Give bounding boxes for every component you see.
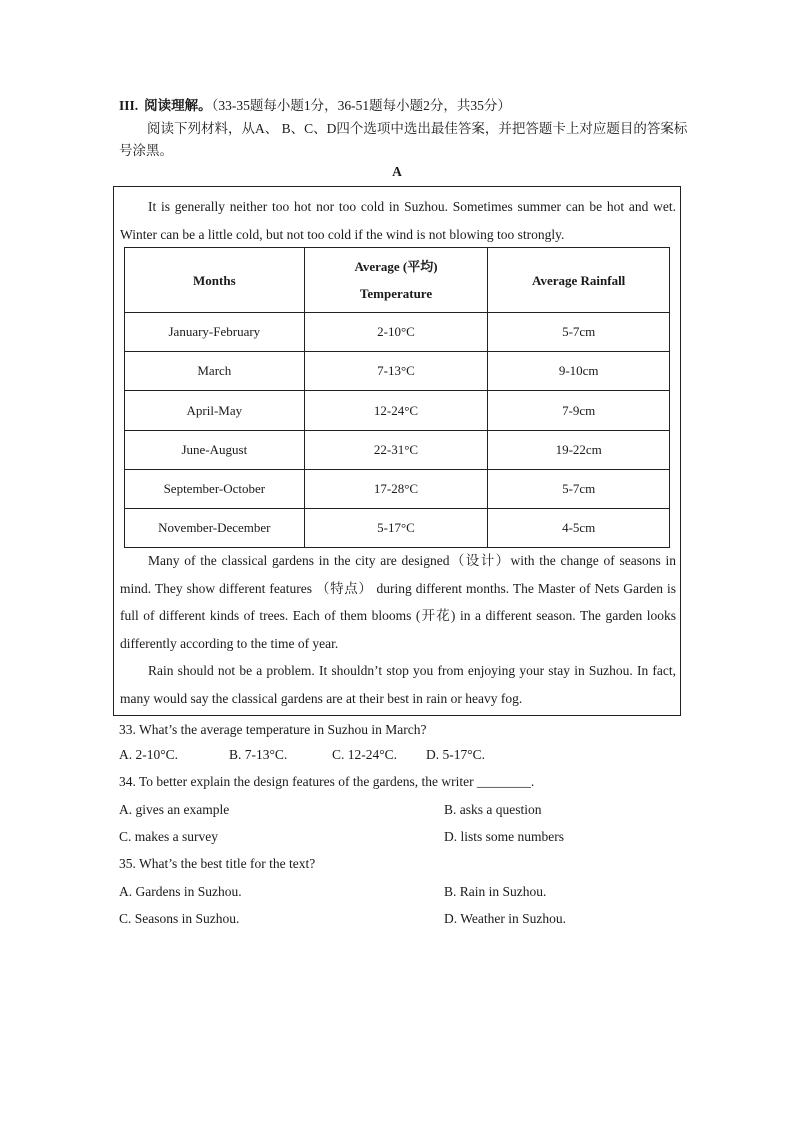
question-33-stem: 33. What’s the average temperature in Suzhou in March? xyxy=(119,722,427,737)
table-row xyxy=(125,352,670,391)
cell-months: January-February xyxy=(125,313,305,352)
header-average-temperature xyxy=(304,248,488,313)
cell-months: April-May xyxy=(125,391,305,430)
cell-months: June-August xyxy=(125,430,305,469)
question-34-option-c[interactable]: C. makes a survey xyxy=(119,829,218,844)
table-row xyxy=(125,430,670,469)
cell-temperature: 5-17°C xyxy=(304,508,488,547)
table-row xyxy=(125,391,670,430)
question-35-option-d[interactable]: D. Weather in Suzhou. xyxy=(444,911,567,926)
cell-rainfall: 7-9cm xyxy=(488,391,670,430)
question-33-option-c[interactable]: C. 12-24°C. xyxy=(332,747,398,762)
question-34-option-d[interactable]: D. lists some numbers xyxy=(444,829,564,844)
header-temperature-label: Temperature xyxy=(359,286,433,302)
cell-temperature: 22-31°C xyxy=(304,430,488,469)
section-subtitle: （33-35题每小题1分，36-51题每小题2分，共35分） xyxy=(211,98,511,113)
section-header xyxy=(119,97,739,115)
cell-rainfall: 19-22cm xyxy=(488,430,670,469)
passage-intro: It is generally neither too hot nor too cold in Suzhou. Sometimes summer can be hot and wet. Winter can be a little cold, but not too cold if the wind is not blowing too strongly. xyxy=(120,199,676,242)
cell-temperature: 12-24°C xyxy=(304,391,488,430)
cell-rainfall: 4-5cm xyxy=(488,508,670,547)
table-header-row xyxy=(125,248,670,313)
cell-rainfall: 5-7cm xyxy=(488,313,670,352)
table-row xyxy=(125,469,670,508)
cell-rainfall: 9-10cm xyxy=(488,352,670,391)
section-title: 阅读理解。 xyxy=(144,98,212,113)
section-number: III. xyxy=(119,98,139,113)
question-34-stem: 34. To better explain the design features of the gardens, the writer ________. xyxy=(119,774,535,789)
question-34-option-a[interactable]: A. gives an example xyxy=(119,802,230,817)
question-35-option-a[interactable]: A. Gardens in Suzhou. xyxy=(119,884,242,899)
weather-table xyxy=(124,247,670,548)
cell-months: March xyxy=(125,352,305,391)
passage-box xyxy=(113,186,681,716)
section-instruction: 阅读下列材料，从A、 B、C、D四个选项中选出最佳答案，并把答题卡上对应题目的答案标号涂黑。 xyxy=(119,121,688,158)
cell-temperature: 7-13°C xyxy=(304,352,488,391)
question-33-option-d[interactable]: D. 5-17°C. xyxy=(426,747,486,762)
header-average-rainfall: Average Rainfall xyxy=(488,248,670,313)
cell-months: September-October xyxy=(125,469,305,508)
cell-temperature: 2-10°C xyxy=(304,313,488,352)
question-35-option-c[interactable]: C. Seasons in Suzhou. xyxy=(119,911,240,926)
question-33-option-b[interactable]: B. 7-13°C. xyxy=(229,747,288,762)
table-row xyxy=(125,313,670,352)
question-35-option-b[interactable]: B. Rain in Suzhou. xyxy=(444,884,547,899)
question-35-stem: 35. What’s the best title for the text? xyxy=(119,856,316,871)
passage-paragraph-gardens: Many of the classical gardens in the city are designed（设计）with the change of seasons in mind. They show different features （特点） during different months. The Master of Nets Garden is full of different kinds of trees. Each of them blooms (开花) in a different season. The garden looks differently according to the time of year. xyxy=(120,553,676,651)
cell-months: November-December xyxy=(125,508,305,547)
cell-temperature: 17-28°C xyxy=(304,469,488,508)
passage-paragraph-rain: Rain should not be a problem. It shouldn’t stop you from enjoying your stay in Suzhou. In fact, many would say the classical gardens are at their best in rain or heavy fog. xyxy=(120,663,676,706)
header-average-label: Average (平均) xyxy=(354,259,438,275)
table-row xyxy=(125,508,670,547)
header-months: Months xyxy=(125,248,305,313)
question-33-option-a[interactable]: A. 2-10°C. xyxy=(119,747,179,762)
question-34-option-b[interactable]: B. asks a question xyxy=(444,802,542,817)
passage-label: A xyxy=(392,164,402,179)
cell-rainfall: 5-7cm xyxy=(488,469,670,508)
